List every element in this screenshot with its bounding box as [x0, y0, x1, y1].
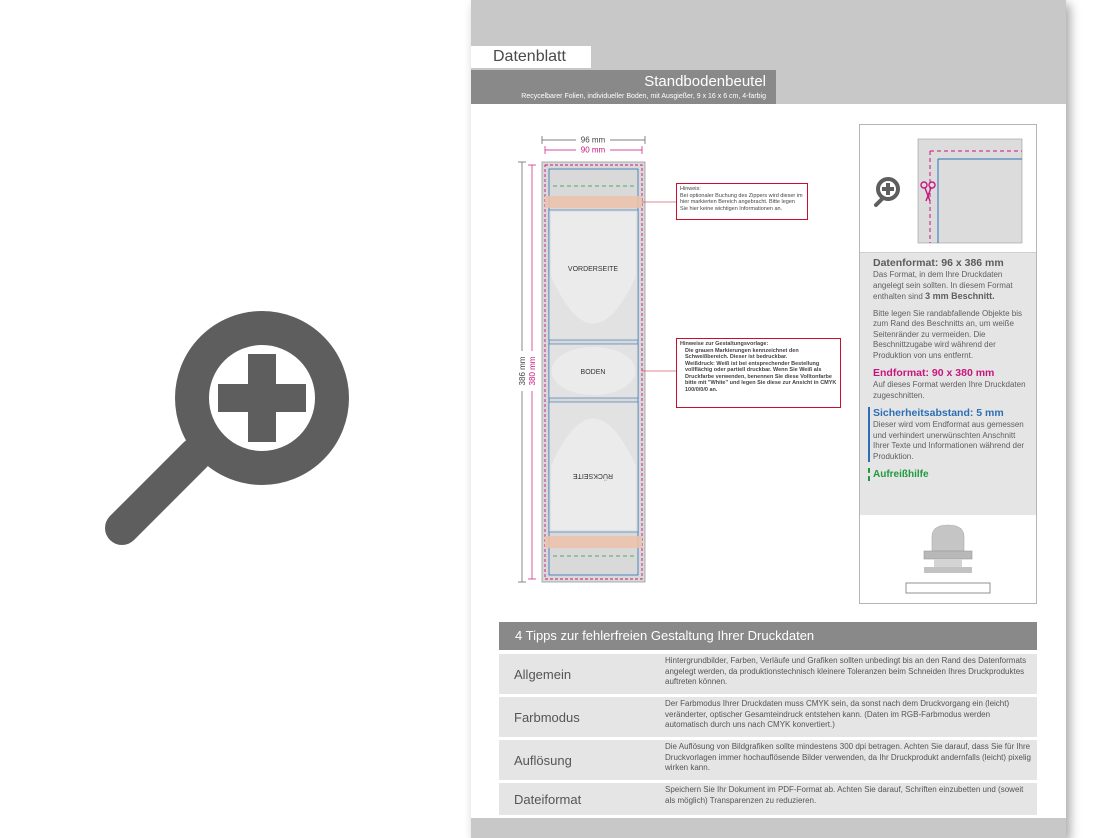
legend-preview-svg	[860, 125, 1036, 253]
legend-panel	[859, 124, 1037, 604]
design-note-item: Weißdruck: Weiß ist bei entsprechender Bestellung vollflächig oder partiell druckbar. Wenn Sie Weiß als Druckfarbe verwenden, benennen Sie diese Volltonfarbe bitte mit "White" und legen Sie diese zur Ansicht in CMYK 100/0/0/0 an.	[685, 360, 837, 393]
tip-key: Allgemein	[514, 666, 572, 682]
datenformat-text-2: Bitte legen Sie randabfallende Objekte bis zum Rand des Beschnitts an, um weiße Seitenränder zu vermeiden. Die Beschnittzugabe wird während der Produktion von uns entfernt.	[873, 308, 1022, 360]
dim-height-outer: 386 mm	[518, 356, 527, 386]
design-note-title: Hinweise zur Gestaltungsvorlage:	[680, 341, 769, 347]
tip-key: Farbmodus	[514, 709, 580, 725]
page-footer-band	[471, 818, 1066, 838]
tip-row	[499, 697, 1037, 737]
label-bottom: BODEN	[580, 369, 606, 376]
label-front: VORDERSEITE	[567, 266, 619, 273]
design-note-item: Die grauen Markierungen kennzeichnet den Schweißbereich. Dieser ist bedruckbar.	[685, 347, 799, 360]
spout-illustration	[860, 515, 1036, 603]
product-title: Standbodenbeutel	[644, 73, 766, 90]
datasheet-page	[471, 0, 1066, 838]
datasheet-tag: Datenblatt	[471, 46, 591, 68]
sicherheit-text: Dieser wird vom Endformat aus gemessen und verhindert unerwünschten Anschnitt Ihrer Texte und Informationen während der Produktion.	[873, 420, 1025, 461]
print-template-drawing	[501, 126, 851, 596]
zipper-note-title: Hinweis:	[680, 186, 701, 192]
dim-width-inner: 90 mm	[580, 145, 606, 155]
tip-value: Hintergrundbilder, Farben, Verläufe und Grafiken sollten unbedingt bis an den Rand des Datenformats angelegt werden, da produktionstechnisch kleinere Toleranzen beim Schneiden Ihres Druckproduktes auftreten können.	[665, 656, 1027, 686]
label-back: RÜCKSEITE	[572, 472, 614, 479]
zipper-note-text: Bei optionaler Buchung des Zippers wird dieser im hier markierten Bereich angebracht. Bitte legen Sie hier keine wichtigen Informationen an.	[680, 192, 803, 212]
legend-preview	[860, 125, 1036, 253]
tip-value: Die Auflösung von Bildgrafiken sollte mindestens 300 dpi betragen. Achten Sie darauf, dass Sie für Ihre Druckvorlagen immer hochauflösende Bilder verwenden, da Ihr Druckprodukt andernfalls (leicht) pixelig wirken kann.	[665, 742, 1031, 772]
dim-width-outer: 96 mm	[580, 135, 606, 145]
endformat-title: Endformat: 90 x 380 mm	[873, 367, 995, 379]
dim-height-inner: 380 mm	[528, 356, 537, 386]
zoom-in-icon[interactable]	[100, 290, 360, 550]
tip-value: Speichern Sie Ihr Dokument im PDF-Format ab. Achten Sie darauf, Schriften einzubetten und (soweit als möglich) Transparenzen zu reduzieren.	[665, 785, 1024, 805]
datenformat-text: Das Format, in dem Ihre Druckdaten angelegt sein sollten. In diesem Format enthalten sind 3 mm Beschnitt.	[873, 270, 1013, 301]
aufreiss-title: Aufreißhilfe	[873, 469, 929, 480]
tip-key: Auflösung	[514, 752, 572, 768]
product-title-bar	[471, 70, 776, 104]
endformat-text: Auf dieses Format werden Ihre Druckdaten zugeschnitten.	[873, 380, 1026, 400]
design-note	[676, 338, 841, 408]
sicherheit-title: Sicherheitsabstand: 5 mm	[873, 407, 1004, 419]
legend-text	[860, 253, 1036, 515]
product-subtitle: Recycelbarer Folien, individueller Boden, mit Ausgießer, 9 x 16 x 6 cm, 4-farbig	[521, 93, 766, 100]
zoom-in-icon[interactable]	[876, 179, 898, 205]
tip-value: Der Farbmodus Ihrer Druckdaten muss CMYK sein, da sonst nach dem Druckvorgang ein (leicht) veränderter, optischer Gesamteindruck entstehen kann. (Daten im RGB-Farbmodus werden automatisch durch uns nach CMYK konvertiert.)	[665, 699, 1010, 729]
tip-row	[499, 654, 1037, 694]
datenformat-title: Datenformat: 96 x 386 mm	[873, 257, 1004, 269]
tip-row	[499, 783, 1037, 815]
zipper-note	[676, 183, 808, 220]
spout-icon	[860, 515, 1036, 603]
tip-row	[499, 740, 1037, 780]
tips-heading: 4 Tipps zur fehlerfreien Gestaltung Ihrer Druckdaten	[499, 622, 1037, 650]
tip-key: Dateiformat	[514, 791, 582, 807]
